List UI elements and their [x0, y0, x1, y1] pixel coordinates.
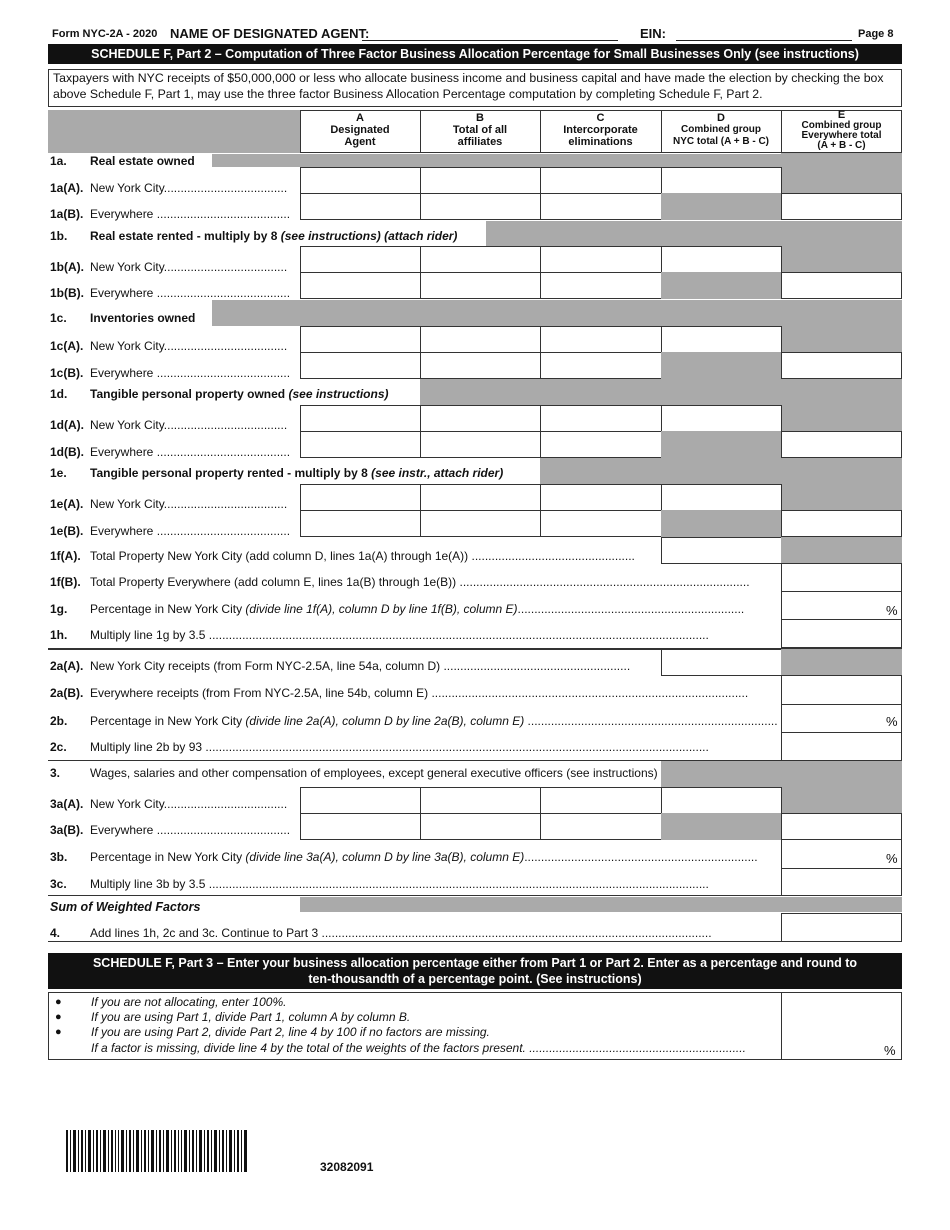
percent-sign-3b: % — [886, 851, 898, 866]
line-4-label: Add lines 1h, 2c and 3c. Continue to Part 3 ..................................................................................................................... — [90, 926, 712, 940]
line-1aB-label: Everywhere ........................................ — [90, 207, 291, 221]
line-1bA-label: New York City..................................... — [90, 260, 288, 274]
line-1eA-num: 1e(A). — [50, 497, 84, 511]
input-1bB-col-b[interactable] — [420, 272, 541, 299]
input-1cA-col-c[interactable] — [540, 326, 662, 353]
line-1h-label: Multiply line 1g by 3.5 ...................................................................................................................................................... — [90, 628, 709, 642]
part3-bullet-1: If you are not allocating, enter 100%. — [91, 995, 287, 1009]
part2-intro-line2: above Schedule F, Part 1, may use the three factor Business Allocation Percentage computation by completing Schedule F, Part 2. — [53, 87, 763, 101]
column-c-header: C Intercorporate eliminations — [563, 112, 638, 148]
line-4-num: 4. — [50, 926, 61, 940]
percent-sign-1g: % — [886, 603, 898, 618]
input-1dB-col-a[interactable] — [300, 431, 421, 458]
input-1bA-col-c[interactable] — [540, 246, 662, 273]
input-1cB-col-b[interactable] — [420, 352, 541, 379]
sum-weighted-factors-label: Sum of Weighted Factors — [50, 900, 201, 914]
line-1dB-num: 1d(B). — [50, 445, 84, 459]
input-3aA-col-a[interactable] — [300, 787, 421, 814]
line-2b-num: 2b. — [50, 714, 68, 728]
line-1cA-num: 1c(A). — [50, 339, 84, 353]
page-number: Page 8 — [858, 28, 894, 40]
input-1aA-col-c[interactable] — [540, 167, 662, 194]
input-3aA-col-b[interactable] — [420, 787, 541, 814]
input-2b-col-e[interactable] — [781, 704, 902, 733]
input-1bA-col-a[interactable] — [300, 246, 421, 273]
input-1h-col-e[interactable] — [781, 619, 902, 648]
line-1dA-label: New York City..................................... — [90, 418, 288, 432]
input-1eB-col-e[interactable] — [781, 510, 902, 537]
input-1bB-col-c[interactable] — [540, 272, 662, 299]
line-2c-num: 2c. — [50, 740, 67, 754]
input-2aB-col-e[interactable] — [781, 675, 902, 705]
column-d-header: D Combined group NYC total (A + B - C) — [672, 112, 769, 147]
form-code: 32082091 — [320, 1160, 374, 1174]
bullet-icon: ● — [55, 1026, 62, 1038]
input-3aB-col-c[interactable] — [540, 813, 662, 840]
line-1fB-label: Total Property Everywhere (add column E, lines 1a(B) through 1e(B)) ....................................................................................... — [90, 575, 750, 589]
part3-bullet-3: If you are using Part 2, divide Part 2, line 4 by 100 if no factors are missing. — [91, 1025, 490, 1039]
input-1bA-col-d[interactable] — [661, 246, 782, 273]
line-1e-label: Tangible personal property rented - multiply by 8 (see instr., attach rider) — [90, 466, 504, 480]
line-1a-num: 1a. — [50, 154, 67, 168]
line-1cB-num: 1c(B). — [50, 366, 84, 380]
input-3aB-col-e[interactable] — [781, 813, 902, 840]
input-1aB-col-b[interactable] — [420, 193, 541, 220]
input-1bB-col-e[interactable] — [781, 272, 902, 299]
line-2c-label: Multiply line 2b by 93 ....................................................................................................................................................... — [90, 740, 709, 754]
line-1c-label: Inventories owned — [90, 311, 196, 325]
input-1aA-col-a[interactable] — [300, 167, 421, 194]
line-1eB-label: Everywhere ........................................ — [90, 524, 291, 538]
line-1b-num: 1b. — [50, 229, 68, 243]
line-1b-label: Real estate rented - multiply by 8 (see instructions) (attach rider) — [90, 229, 458, 243]
input-2c-col-e[interactable] — [781, 732, 902, 761]
column-b-header: B Total of all affiliates — [452, 112, 508, 148]
input-1bB-col-a[interactable] — [300, 272, 421, 299]
part2-title: SCHEDULE F, Part 2 – Computation of Three Factor Business Allocation Percentage for Small Businesses Only (see instructions) — [48, 44, 902, 64]
line-1e-num: 1e. — [50, 466, 67, 480]
part3-title: SCHEDULE F, Part 3 – Enter your business allocation percentage either from Part 1 or Part 2. Enter as a percentage and round to ten-thousandth of a percentage point. (See instructions) — [48, 953, 902, 989]
input-1dB-col-b[interactable] — [420, 431, 541, 458]
input-1fB-col-e[interactable] — [781, 563, 902, 592]
line-3b-num: 3b. — [50, 850, 68, 864]
input-1cA-col-a[interactable] — [300, 326, 421, 353]
line-3-num: 3. — [50, 766, 61, 780]
input-1dA-col-a[interactable] — [300, 405, 421, 432]
input-1aA-col-b[interactable] — [420, 167, 541, 194]
input-1aB-col-c[interactable] — [540, 193, 662, 220]
line-1dA-num: 1d(A). — [50, 418, 84, 432]
line-2aB-num: 2a(B). — [50, 686, 84, 700]
input-3aA-col-d[interactable] — [661, 787, 782, 814]
line-3c-num: 3c. — [50, 877, 67, 891]
line-1g-label: Percentage in New York City (divide line 1f(A), column D by line 1f(B), column E).................................................................... — [90, 602, 745, 616]
line-2aA-label: New York City receipts (from Form NYC-2.5A, line 54a, column D) ........................................................ — [90, 659, 631, 673]
line-1aA-num: 1a(A). — [50, 181, 84, 195]
input-1eB-col-c[interactable] — [540, 510, 662, 537]
input-1eB-col-b[interactable] — [420, 510, 541, 537]
input-4-col-e[interactable] — [781, 913, 902, 942]
bullet-icon: ● — [55, 996, 62, 1008]
input-3c-col-e[interactable] — [781, 868, 902, 896]
line-1bB-num: 1b(B). — [50, 286, 84, 300]
line-3aB-label: Everywhere ........................................ — [90, 823, 291, 837]
input-3b-col-e[interactable] — [781, 839, 902, 869]
input-1aB-col-e[interactable] — [781, 193, 902, 220]
input-1cA-col-b[interactable] — [420, 326, 541, 353]
line-1h-num: 1h. — [50, 628, 68, 642]
line-3aA-num: 3a(A). — [50, 797, 84, 811]
line-1fB-num: 1f(B). — [50, 575, 81, 589]
line-2aB-label: Everywhere receipts (from From NYC-2.5A, line 54b, column E) ............................................................................................... — [90, 686, 749, 700]
line-2aA-num: 2a(A). — [50, 659, 84, 673]
input-1eA-col-b[interactable] — [420, 484, 541, 511]
input-1eA-col-a[interactable] — [300, 484, 421, 511]
line-1cA-label: New York City..................................... — [90, 339, 288, 353]
line-3-label: Wages, salaries and other compensation of employees, except general executive officers (see instructions) — [90, 766, 658, 780]
input-1dA-col-c[interactable] — [540, 405, 662, 432]
line-1d-num: 1d. — [50, 387, 68, 401]
input-1bA-col-b[interactable] — [420, 246, 541, 273]
input-3aA-col-c[interactable] — [540, 787, 662, 814]
line-1eA-label: New York City..................................... — [90, 497, 288, 511]
line-3aA-label: New York City..................................... — [90, 797, 288, 811]
input-1dA-col-b[interactable] — [420, 405, 541, 432]
line-1bA-num: 1b(A). — [50, 260, 84, 274]
part3-bullet-2: If you are using Part 1, divide Part 1, column A by column B. — [91, 1010, 411, 1024]
input-1dB-col-e[interactable] — [781, 431, 902, 458]
percent-sign-2b: % — [886, 714, 898, 729]
line-1fA-num: 1f(A). — [50, 549, 81, 563]
input-1aA-col-d[interactable] — [661, 167, 782, 194]
line-1fA-label: Total Property New York City (add column D, lines 1a(A) through 1e(A)) ................................................. — [90, 549, 635, 563]
input-1eA-col-c[interactable] — [540, 484, 662, 511]
bullet-icon: ● — [55, 1011, 62, 1023]
part2-intro-line1: Taxpayers with NYC receipts of $50,000,000 or less who allocate business income and business capital and have made the election by checking the box — [53, 71, 884, 85]
line-1aA-label: New York City..................................... — [90, 181, 288, 195]
agent-name-field[interactable] — [362, 40, 618, 41]
agent-label: NAME OF DESIGNATED AGENT: — [170, 26, 370, 41]
column-e-header: E Combined group Everywhere total (A + B - C) — [801, 109, 882, 151]
input-3aB-col-a[interactable] — [300, 813, 421, 840]
line-1a-label: Real estate owned — [90, 154, 195, 168]
line-1d-label: Tangible personal property owned (see instructions) — [90, 387, 389, 401]
percent-sign-part3: % — [884, 1043, 896, 1058]
line-1dB-label: Everywhere ........................................ — [90, 445, 291, 459]
line-3aB-num: 3a(B). — [50, 823, 84, 837]
input-1dA-col-d[interactable] — [661, 405, 782, 432]
part3-last-line: If a factor is missing, divide line 4 by the total of the weights of the factors present. ................................................................. — [91, 1041, 746, 1055]
input-2aA-col-d[interactable] — [661, 649, 782, 676]
line-1aB-num: 1a(B). — [50, 207, 84, 221]
input-1cB-col-e[interactable] — [781, 352, 902, 379]
line-2b-label: Percentage in New York City (divide line 2a(A), column D by line 2a(B), column E) ........................................................................... — [90, 714, 778, 728]
ein-field[interactable] — [676, 40, 852, 41]
input-1dB-col-c[interactable] — [540, 431, 662, 458]
form-id: Form NYC-2A - 2020 — [52, 28, 158, 40]
column-a-header: A Designated Agent — [330, 112, 390, 148]
column-header-shade — [48, 110, 300, 153]
input-1fA-col-d[interactable] — [661, 537, 782, 564]
ein-label: EIN: — [640, 26, 666, 41]
input-1eA-col-d[interactable] — [661, 484, 782, 511]
line-1c-num: 1c. — [50, 311, 67, 325]
input-3aB-col-b[interactable] — [420, 813, 541, 840]
line-1eB-num: 1e(B). — [50, 524, 84, 538]
input-1cB-col-c[interactable] — [540, 352, 662, 379]
barcode-icon — [66, 1130, 248, 1172]
line-3b-label: Percentage in New York City (divide line 3a(A), column D by line 3a(B), column E)...................................................................... — [90, 850, 758, 864]
line-1g-num: 1g. — [50, 602, 68, 616]
input-1g-col-e[interactable] — [781, 591, 902, 620]
input-1cB-col-a[interactable] — [300, 352, 421, 379]
line-1bB-label: Everywhere ........................................ — [90, 286, 291, 300]
input-1aB-col-a[interactable] — [300, 193, 421, 220]
input-1eB-col-a[interactable] — [300, 510, 421, 537]
line-3c-label: Multiply line 3b by 3.5 ...................................................................................................................................................... — [90, 877, 709, 891]
line-1cB-label: Everywhere ........................................ — [90, 366, 291, 380]
input-1cA-col-d[interactable] — [661, 326, 782, 353]
